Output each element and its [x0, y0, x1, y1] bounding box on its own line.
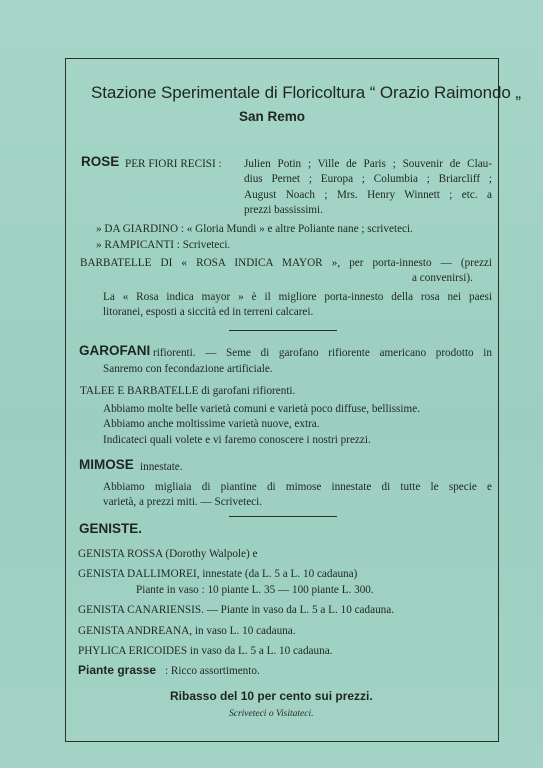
geniste-piante: Piante in vaso : 10 piante L. 35 — 100 piante L. 300.: [136, 584, 374, 596]
rose-recisi-line: dius Pernet ; Europa ; Columbia ; Briarcliff ;: [244, 173, 492, 185]
mimose-line: Abbiamo migliaia di piantine di mimose innestate di tutte le specie e: [103, 481, 492, 493]
garofani-line: Sanremo con fecondazione artificiale.: [103, 363, 273, 375]
geniste-phylica: PHYLICA ERICOIDES in vaso da L. 5 a L. 10 cadauna.: [78, 645, 333, 657]
geniste-rossa: GENISTA ROSSA (Dorothy Walpole) e: [78, 548, 258, 560]
contact-note: Scriveteci o Visitateci.: [229, 709, 314, 719]
geniste-dallimorei: GENISTA DALLIMOREI, innestate (da L. 5 a L. 10 cadauna): [78, 568, 358, 580]
mimose-line: varietà, a prezzi miti. — Scriveteci.: [103, 496, 263, 508]
section-divider: [229, 516, 337, 517]
garofani-heading: GAROFANI: [79, 343, 151, 358]
rose-heading: ROSE: [81, 154, 120, 169]
rose-note-cont: litoranei, esposti a siccità ed in terreni calcarei.: [103, 306, 314, 318]
geniste-canariensis: GENISTA CANARIENSIS. — Piante in vaso da L. 5 a L. 10 cadauna.: [78, 604, 395, 616]
rose-rampicanti: » RAMPICANTI : Scriveteci.: [96, 239, 231, 251]
grasse-text: : Ricco assortimento.: [165, 665, 260, 677]
garofani-line: rifiorenti. — Seme di garofano rifiorente americano prodotto in: [153, 347, 492, 359]
mimose-label: innestate.: [140, 461, 183, 473]
grasse-heading: Piante grasse: [78, 663, 157, 677]
mimose-heading: MIMOSE: [79, 457, 134, 472]
rose-recisi-line: August Noach ; Mrs. Henry Winnett ; etc. a: [244, 189, 492, 201]
rose-barbatelle-cont: a convenirsi).: [412, 272, 473, 284]
geniste-heading: GENISTE.: [79, 521, 143, 536]
rose-giardino: » DA GIARDINO : « Gloria Mundi » e altre Poliante nane ; scriveteci.: [96, 223, 413, 235]
rose-note: La « Rosa indica mayor » è il migliore porta-innesto della rosa nei paesi: [103, 291, 492, 303]
rose-barbatelle: BARBATELLE DI « ROSA INDICA MAYOR », per porta-innesto — (prezzi: [80, 257, 492, 269]
ribasso-note: Ribasso del 10 per cento sui prezzi.: [170, 689, 373, 703]
geniste-andreana: GENISTA ANDREANA, in vaso L. 10 cadauna.: [78, 625, 296, 637]
rose-recisi-line: prezzi bassissimi.: [244, 204, 323, 216]
garofani-talee: TALEE E BARBATELLE di garofani rifiorenti.: [80, 385, 296, 397]
rose-recisi-line: Julien Potin ; Ville de Paris ; Souvenir de Clau-: [244, 158, 492, 170]
location: San Remo: [239, 109, 306, 124]
garofani-varieta: Indicateci quali volete e vi faremo conoscere i nostri prezzi.: [103, 434, 371, 446]
garofani-varieta: Abbiamo molte belle varietà comuni e varietà poco diffuse, bellissime.: [103, 403, 420, 415]
section-divider: [229, 330, 337, 331]
rose-recisi-label: PER FIORI RECISI :: [125, 158, 222, 170]
garofani-varieta: Abbiamo anche moltissime varietà nuove, extra.: [103, 418, 320, 430]
page-title: Stazione Sperimentale di Floricoltura “ Orazio Raimondo „: [91, 83, 521, 102]
